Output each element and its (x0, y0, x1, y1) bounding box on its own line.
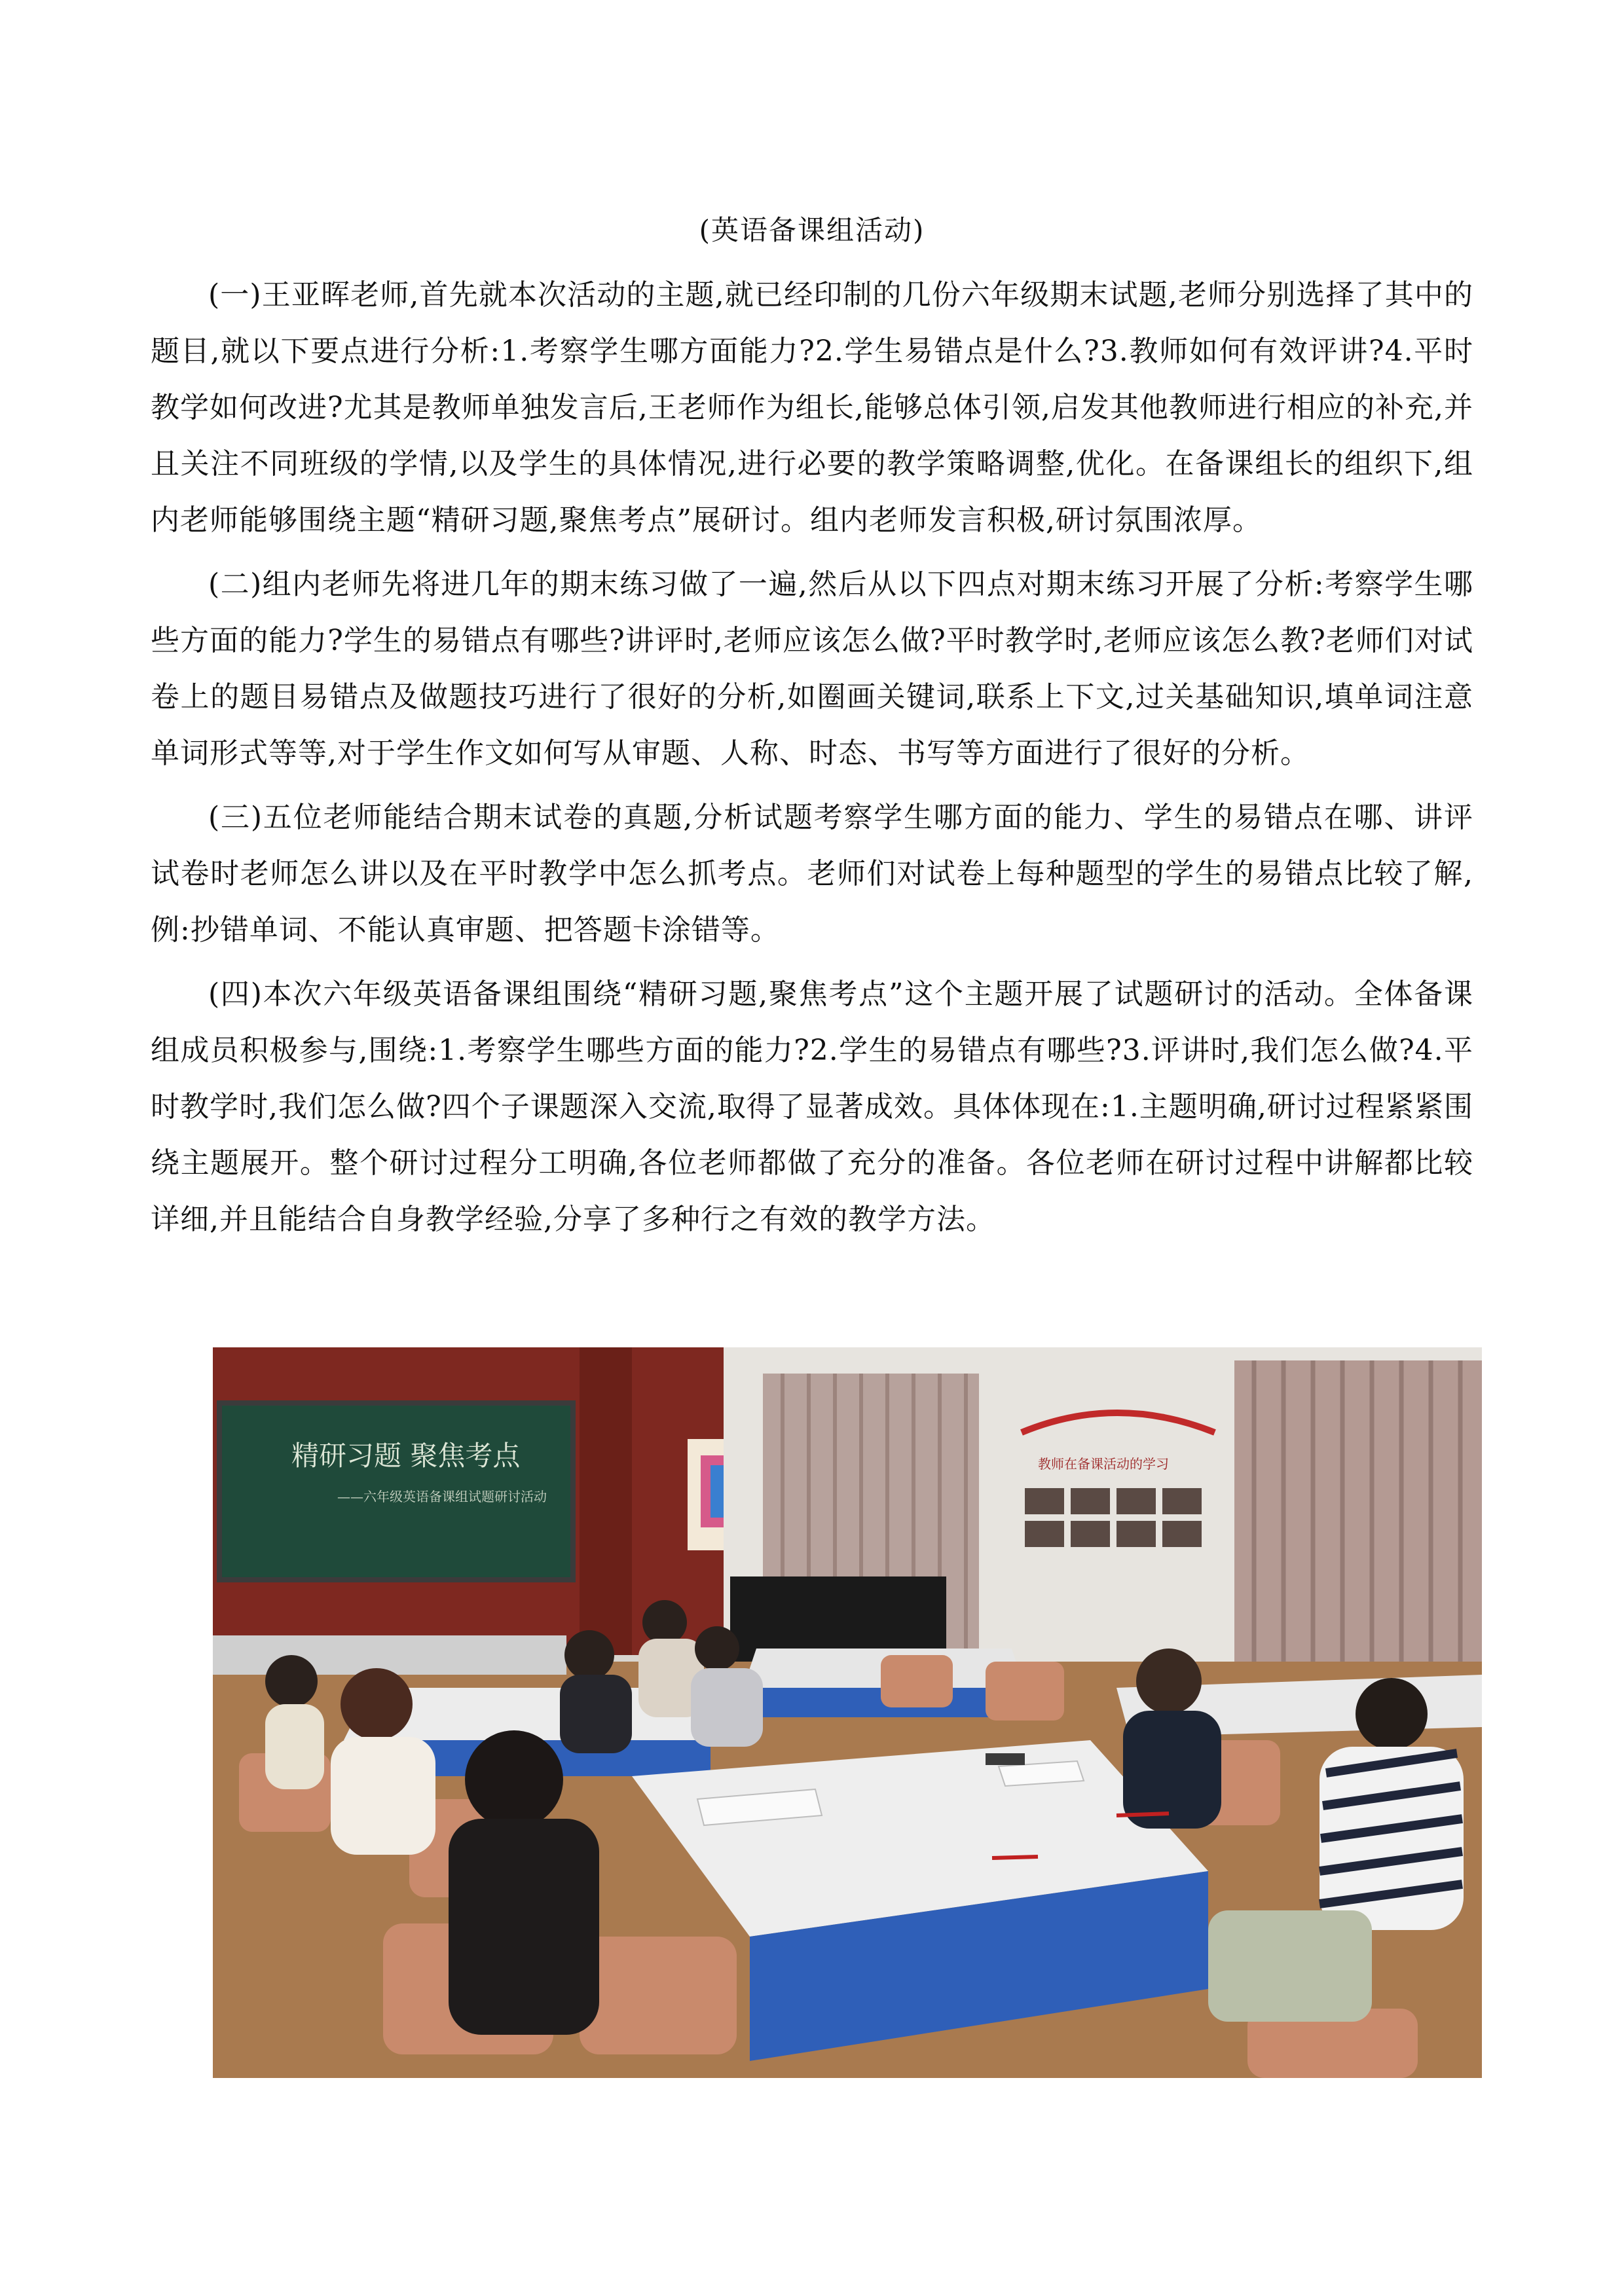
paragraph-4: (四)本次六年级英语备课组围绕“精研习题,聚焦考点”这个主题开展了试题研讨的活动。全体备课组成员积极参与,围绕:1.考察学生哪些方面的能力?2.学生的易错点有哪些?3.评讲时,我们怎么做?4.平时教学时,我们怎么做?四个子课题深入交流,取得了显著成效。具体体现在:1.主题明确,研讨过程紧紧围绕主题展开。整个研讨过程分工明确,各位老师都做了充分的准备。各位老师在研讨过程中讲解都比较详细,并且能结合自身教学经验,分享了多种行之有效的教学方法。 (151, 977, 1473, 1236)
wall-banner: 教师在备课活动的学习 (1038, 1456, 1169, 1472)
paragraph-3: (三)五位老师能结合期末试卷的真题,分析试题考察学生哪方面的能力、学生的易错点在哪、讲评试卷时老师怎么讲以及在平时教学中怎么抓考点。老师们对试卷上每种题型的学生的易错点比较了解,例:抄错单词、不能认真审题、把答题卡涂错等。 (151, 801, 1473, 947)
board-subtitle: ——六年级英语备课组试题研讨活动 (337, 1489, 547, 1504)
board-title: 精研习题 聚焦考点 (291, 1440, 521, 1472)
paragraph-2: (二)组内老师先将进几年的期末练习做了一遍,然后从以下四点对期末练习开展了分析:考察学生哪些方面的能力?学生的易错点有哪些?讲评时,老师应该怎么做?平时教学时,老师应该怎么教?老师们对试卷上的题目易错点及做题技巧进行了很好的分析,如圈画关键词,联系上下文,过关基础知识,填单词注意单词形式等等,对于学生作文如何写从审题、人称、时态、书写等方面进行了很好的分析。 (151, 568, 1473, 770)
page-title: (英语备课组活动) (699, 214, 925, 246)
paragraph-1: (一)王亚晖老师,首先就本次活动的主题,就已经印制的几份六年级期末试题,老师分别选择了其中的题目,就以下要点进行分析:1.考察学生哪方面能力?2.学生易错点是什么?3.教师如何有效评讲?4.平时教学如何改进?尤其是教师单独发言后,王老师作为组长,能够总体引领,启发其他教师进行相应的补充,并且关注不同班级的学情,以及学生的具体情况,进行必要的教学策略调整,优化。在备课组长的组织下,组内老师能够围绕主题“精研习题,聚焦考点”展研讨。组内老师发言积极,研讨氛围浓厚。 (151, 278, 1473, 537)
meeting-photo (213, 1347, 1482, 2078)
body-text (151, 267, 1473, 1256)
meeting-photo-illustration (213, 1347, 1482, 2078)
